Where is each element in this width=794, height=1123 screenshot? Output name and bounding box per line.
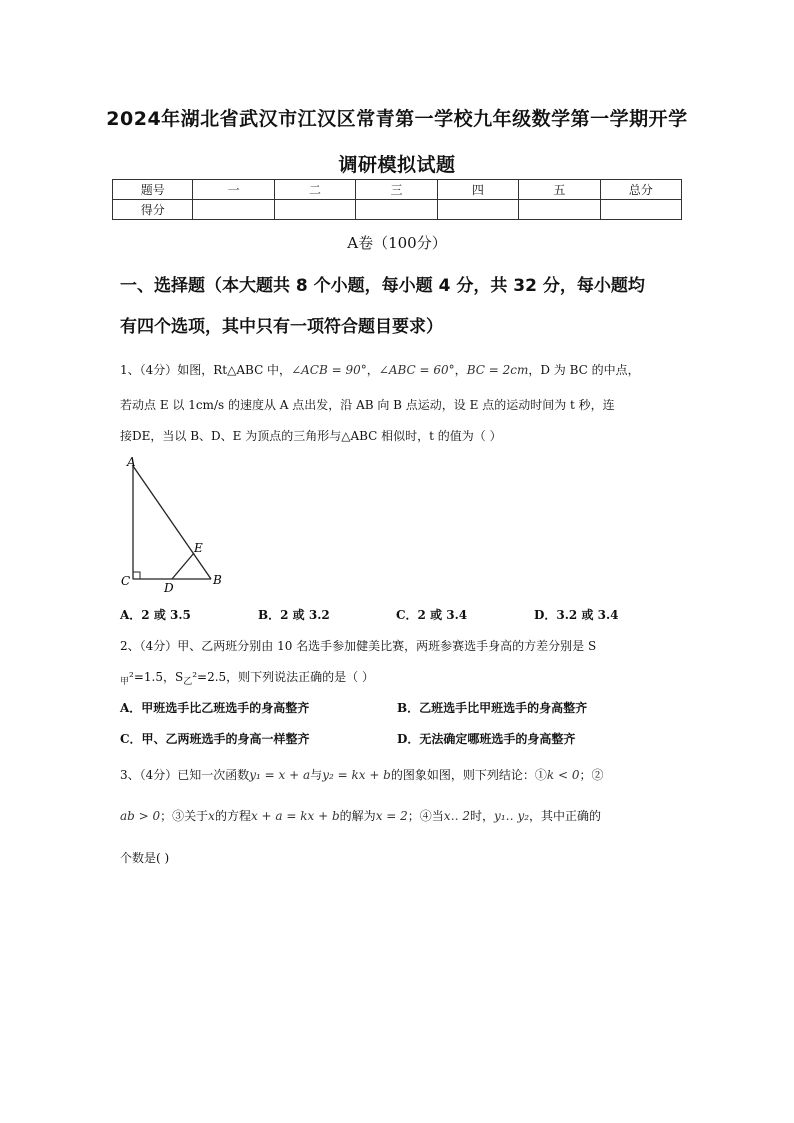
score-header-cell: 五: [519, 180, 600, 200]
q3-conclusion-1: k < 0: [546, 768, 580, 782]
q3-tail2a: ；③关于: [160, 809, 209, 823]
section-heading: A卷（100分）: [347, 234, 447, 252]
label-d: D: [164, 581, 174, 595]
right-angle-mark: [133, 572, 140, 579]
q3-line3: 个数是( ): [120, 851, 170, 865]
triangle-figure: [118, 452, 228, 597]
score-header-cell: 三: [356, 180, 437, 200]
q3-tail2f: ，其中正确的: [529, 809, 602, 823]
q1-prefix: 1、（4分）如图，Rt△ABC 中，: [120, 363, 292, 377]
score-header-cell: 四: [437, 180, 518, 200]
label-e: E: [194, 541, 203, 555]
q1-length-bc: BC = 2cm: [466, 363, 529, 377]
q3-line2: [120, 800, 680, 832]
q1-line3: 接DE，当以 B、D、E 为顶点的三角形与△ABC 相似时，t 的值为（ ）: [120, 429, 502, 443]
q1-option-b[interactable]: B．2 或 3.2: [258, 608, 330, 622]
q1-angle-acb: ∠ACB = 90°: [291, 363, 367, 377]
q3-condition: x‥ 2: [443, 809, 471, 823]
score-header-cell: 一: [193, 180, 274, 200]
q3-conclusion-2: ab > 0: [120, 809, 161, 823]
score-table-score-row: [113, 200, 682, 220]
q1-option-c[interactable]: C．2 或 3.4: [396, 608, 468, 622]
q3-line1: [120, 759, 680, 791]
label-c: C: [121, 574, 131, 588]
score-table: [112, 179, 682, 220]
q1-sep: ，: [454, 363, 467, 377]
q2-mid: ²=1.5，S: [129, 670, 184, 684]
score-header-cell: 二: [274, 180, 355, 200]
q3-tail1b: ；②: [579, 768, 604, 782]
q2-option-a[interactable]: A．甲班选手比乙班选手的身高整齐: [120, 701, 310, 715]
part1-heading-line2: 有四个选项，其中只有一项符合题目要求）: [120, 317, 443, 337]
q3-equation: x + a = kx + b: [250, 809, 340, 823]
score-header-cell: 题号: [113, 180, 193, 200]
q2-line1: 2、（4分）甲、乙两班分别由 10 名选手参加健美比赛，两班参赛选手身高的方差分别是 S: [120, 639, 597, 653]
q2-line2: [120, 661, 680, 698]
q1-line2: 若动点 E 以 1cm/s 的速度从 A 点出发，沿 AB 向 B 点运动，设 E 点的运动时间为 t 秒，连: [120, 398, 615, 412]
q2-sub-yi: 乙: [183, 677, 193, 687]
q1-line1: [120, 354, 680, 386]
q3-prefix: 3、（4分）已知一次函数: [120, 768, 250, 782]
page-title: 2024年湖北省武汉市江汉区常青第一学校九年级数学第一学期开学: [106, 108, 688, 130]
q1-tail: ，D 为 BC 的中点，: [528, 363, 640, 377]
q3-function-2: y₂ = kx + b: [322, 768, 391, 782]
score-cell[interactable]: [193, 200, 274, 220]
q3-solution: x = 2: [375, 809, 408, 823]
segment-ab: [133, 466, 211, 579]
q1-angle-abc: ∠ABC = 60°: [378, 363, 455, 377]
q3-tail2d: ；④当: [407, 809, 444, 823]
q3-function-1: y₁ = x + a: [249, 768, 311, 782]
score-cell[interactable]: [600, 200, 681, 220]
score-row-label: 得分: [113, 200, 193, 220]
score-header-cell: 总分: [600, 180, 681, 200]
q1-option-a[interactable]: A．2 或 3.5: [120, 608, 191, 622]
q1-sep: ，: [366, 363, 379, 377]
q3-var-x: x: [208, 809, 215, 823]
page-subtitle: 调研模拟试题: [338, 154, 456, 176]
score-cell[interactable]: [519, 200, 600, 220]
label-b: B: [213, 573, 222, 587]
score-cell[interactable]: [437, 200, 518, 220]
q3-tail2c: 的解为: [339, 809, 376, 823]
score-cell[interactable]: [356, 200, 437, 220]
q2-tail: ²=2.5，则下列说法正确的是（ ）: [192, 670, 374, 684]
q2-option-c[interactable]: C．甲、乙两班选手的身高一样整齐: [120, 732, 310, 746]
q2-option-b[interactable]: B．乙班选手比甲班选手的身高整齐: [397, 701, 588, 715]
q1-option-d[interactable]: D．3.2 或 3.4: [534, 608, 619, 622]
score-table-header-row: [113, 180, 682, 200]
q2-option-d[interactable]: D．无法确定哪班选手的身高整齐: [397, 732, 576, 746]
q3-tail1: 的图象如图，则下列结论：①: [390, 768, 547, 782]
part1-heading-line1: 一、选择题（本大题共 8 个小题，每小题 4 分，共 32 分，每小题均: [120, 276, 645, 296]
q2-sub-jia: 甲: [120, 677, 130, 687]
segment-de: [172, 553, 194, 579]
q3-tail2e: 时，: [470, 809, 495, 823]
q3-inequality: y₁‥ y₂: [494, 809, 530, 823]
score-cell[interactable]: [274, 200, 355, 220]
q3-and: 与: [310, 768, 323, 782]
label-a: A: [127, 455, 136, 469]
q3-tail2b: 的方程: [214, 809, 251, 823]
